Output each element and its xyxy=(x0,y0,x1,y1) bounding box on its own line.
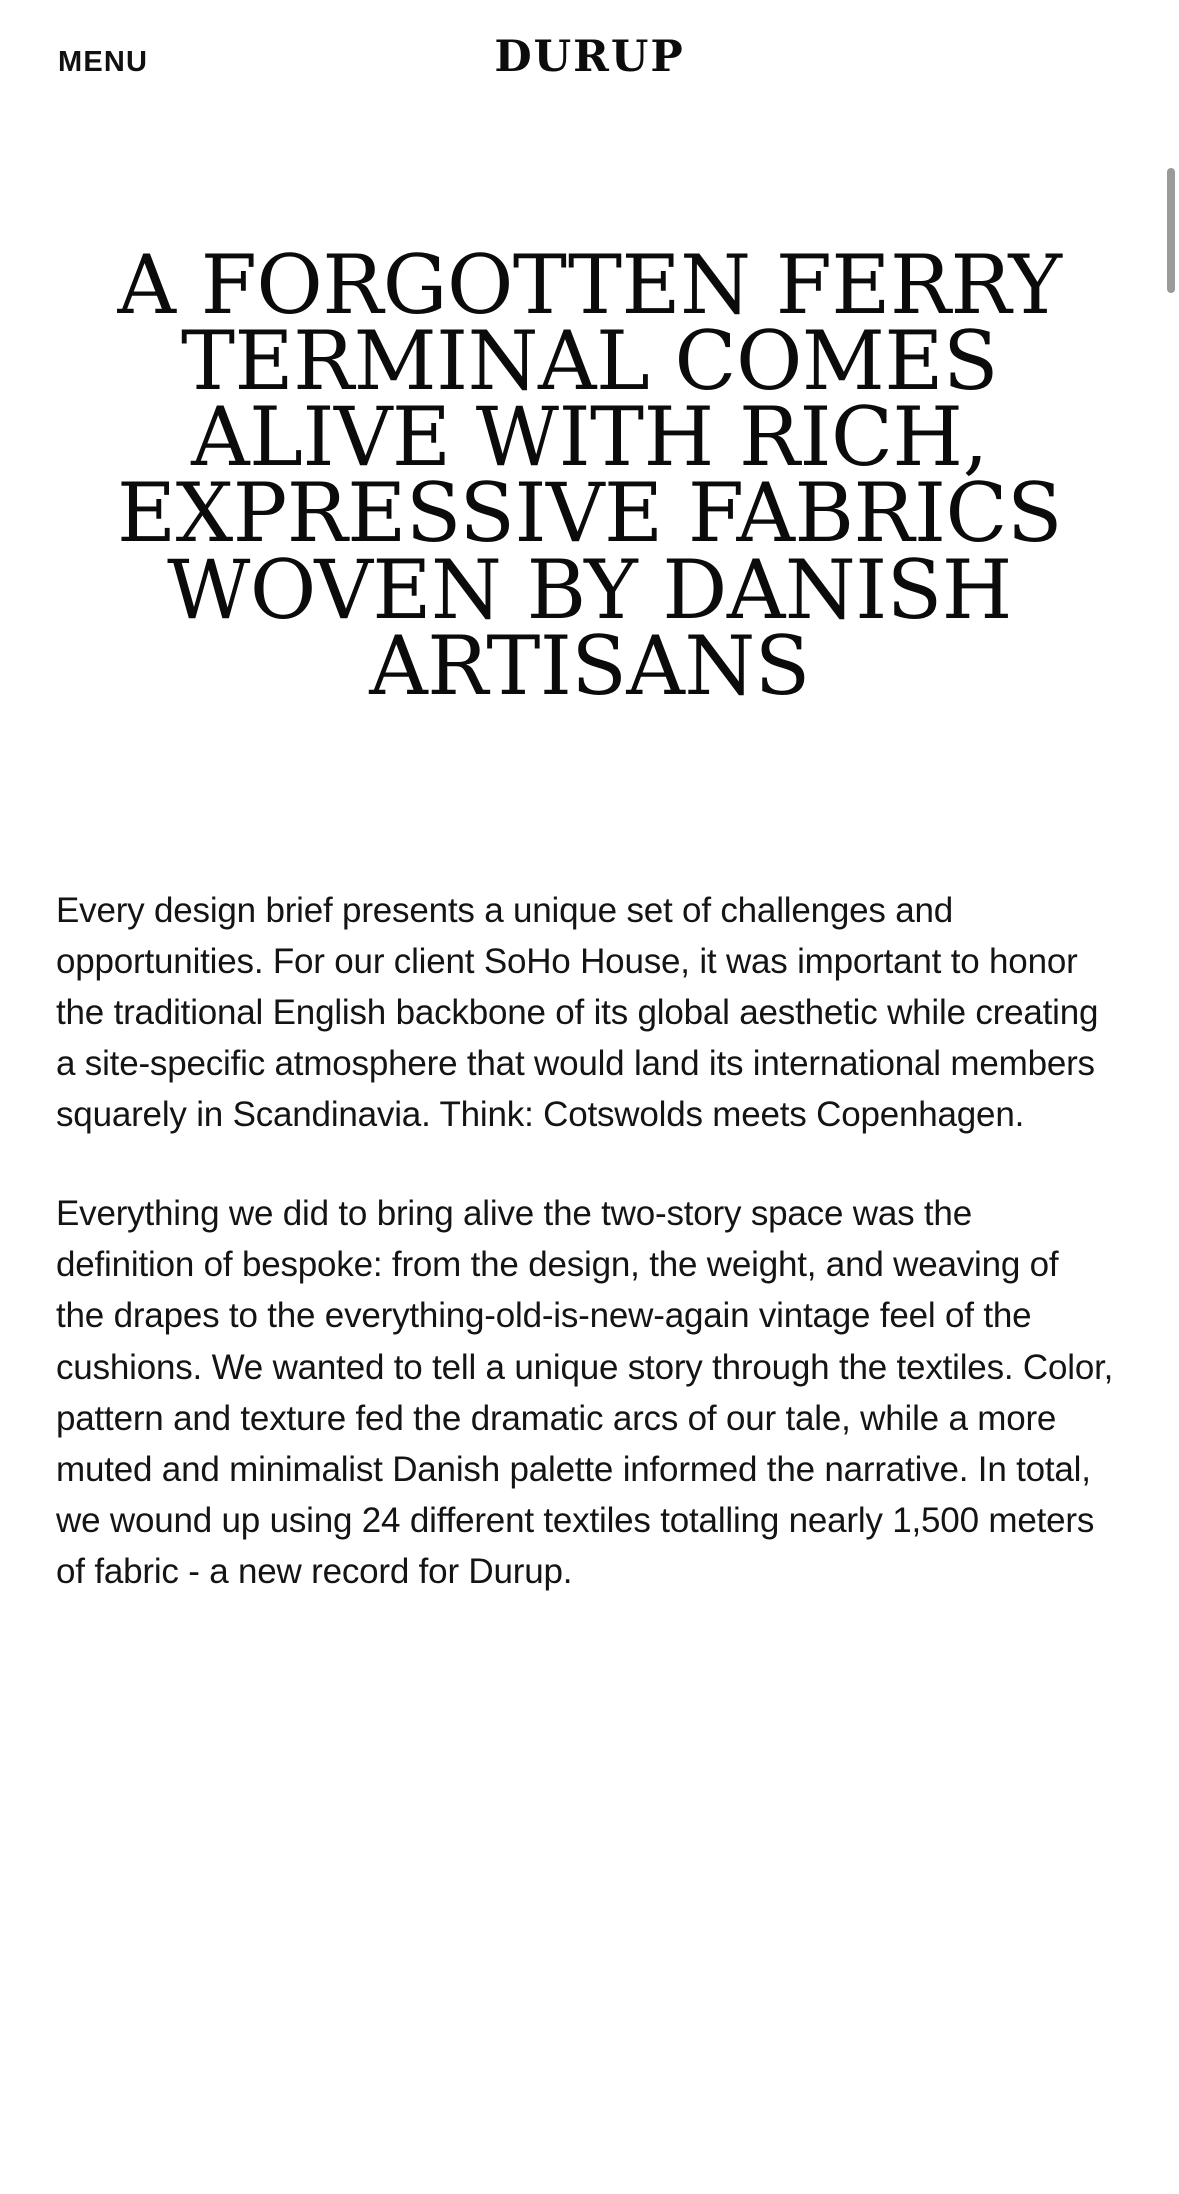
page-title: A FORGOTTEN FERRY TERMINAL COMES ALIVE WITH RICH, EXPRESSIVE FABRICS WOVEN BY DANISH ARTISANS xyxy=(117,239,1062,714)
site-header xyxy=(0,0,1179,120)
menu-button[interactable]: MENU xyxy=(58,46,149,78)
hero-section xyxy=(0,120,1179,714)
brand-logo[interactable]: DURUP xyxy=(494,32,685,82)
scrollbar-thumb[interactable] xyxy=(1167,168,1175,293)
page-scrollbar[interactable] xyxy=(1167,0,1175,2194)
article-body xyxy=(0,885,1172,1597)
article-paragraph: Every design brief presents a unique set of challenges and opportunities. For our client SoHo House, it was important to honor the traditional English backbone of its global aesthetic while creating a site-specific atmosphere that would land its international members squarely in Scandinavia. Think: Cotswolds meets Copenhagen. xyxy=(56,890,1099,1135)
article-paragraph: Everything we did to bring alive the two-story space was the definition of bespoke: from the design, the weight, and weaving of the drapes to the everything-old-is-new-again vintage feel of the cushions. We wanted to tell a unique story through the textiles. Color, pattern and texture fed the dramatic arcs of our tale, while a more muted and minimalist Danish palette informed the narrative. In total, we wound up using 24 different textiles totalling nearly 1,500 meters of fabric - a new record for Durup. xyxy=(56,1194,1114,1591)
